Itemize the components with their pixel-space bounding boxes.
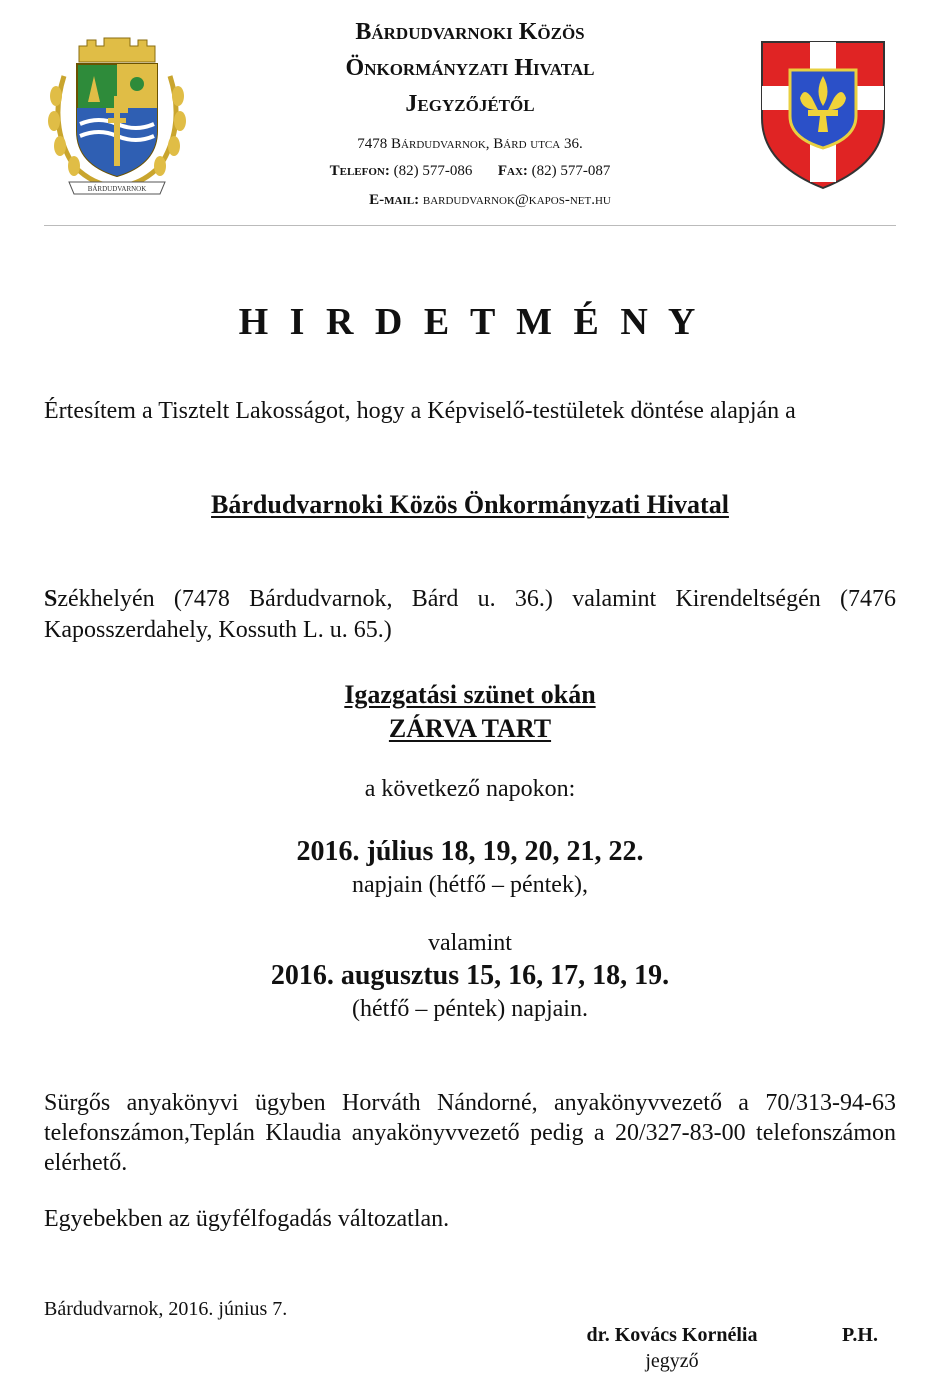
- closure-reason: Igazgatási szünet okán: [344, 680, 596, 709]
- july-dates: 2016. július 18, 19, 20, 21, 22.: [296, 836, 644, 867]
- kaposszerdahely-coat-of-arms: [760, 40, 886, 190]
- otherwise-text: Egyebekben az ügyfélfogadás változatlan.: [44, 1206, 450, 1232]
- crest-ribbon-text: BÁRDUDVARNOK: [87, 185, 147, 193]
- intro-text: Értesítem a Tisztelt Lakosságot, hogy a Képviselő-testületek döntése alapján a: [44, 398, 796, 424]
- seat-text: zékhelyén (7478 Bárdudvarnok, Bárd u. 36.) valamint Kirendeltségén (7476 Kaposszerdahely, Kossuth L. u. 65.): [44, 586, 896, 643]
- office-name-line3: Jegyzőjétől: [405, 91, 535, 117]
- place-date: Bárdudvarnok, 2016. június 7.: [44, 1298, 288, 1320]
- signer-name: dr. Kovács Kornélia: [586, 1324, 758, 1346]
- july-note: napjain (hétfő – péntek),: [352, 872, 588, 898]
- closed-label: ZÁRVA TART: [388, 714, 552, 743]
- closure-notice: [0, 678, 940, 746]
- august-note: (hétfő – péntek) napjain.: [352, 996, 588, 1022]
- bardudvarnok-coat-of-arms: [44, 36, 190, 196]
- office-name-text: Bárdudvarnoki Közös Önkormányzati Hivatal: [211, 490, 729, 519]
- and-text: valamint: [428, 930, 512, 956]
- seat-paragraph: [44, 584, 896, 646]
- phone-number: (82) 577-086: [393, 163, 473, 179]
- august-dates: 2016. augusztus 15, 16, 17, 18, 19.: [270, 960, 670, 991]
- seat-first-letter: S: [44, 586, 58, 612]
- urgent-contact-paragraph: Sürgős anyakönyvi ügyben Horváth Nándorné, anyakönyvvezető a 70/313-94-63 telefonszámon,Teplán Klaudia anyakönyvvezető pedig a 20/327-83-00 telefonszámon elérhető.: [44, 1090, 896, 1176]
- office-name-line1: Bárdudvarnoki Közös: [355, 19, 585, 45]
- fax-label: Fax:: [497, 163, 528, 179]
- header-divider: [44, 225, 896, 226]
- email-label: E-mail:: [369, 192, 420, 208]
- office-name-line2: Önkormányzati Hivatal: [345, 55, 595, 81]
- office-address: 7478 Bárdudvarnok, Bárd utca 36.: [357, 136, 583, 152]
- phone-label: Telefon:: [329, 163, 390, 179]
- following-days-text: a következő napokon:: [364, 776, 576, 802]
- ph-stamp-mark: P.H.: [842, 1324, 878, 1346]
- contact-email: [220, 192, 760, 209]
- fax-number: (82) 577-087: [531, 163, 611, 179]
- signer-role: jegyző: [645, 1350, 699, 1372]
- contact-phone-fax: [200, 163, 740, 180]
- document-title: H I R D E T M É N Y: [238, 301, 702, 343]
- email-address[interactable]: bardudvarnok@kapos-net.hu: [422, 192, 611, 208]
- office-name-heading: [0, 490, 940, 520]
